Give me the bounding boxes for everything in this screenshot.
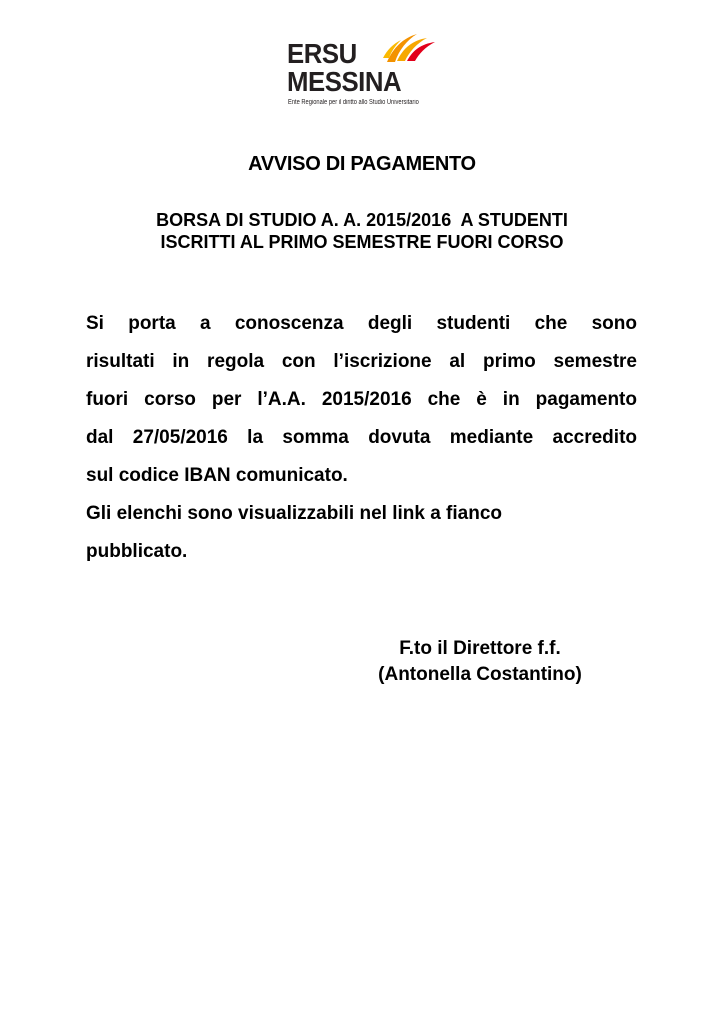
signature-name: (Antonella Costantino) bbox=[378, 664, 582, 685]
body-line: Gli elenchi sono visualizzabili nel link a fianco bbox=[86, 503, 502, 524]
body-line: fuori corso per l’A.A. 2015/2016 che è in pagamento bbox=[86, 389, 637, 410]
subtitle-line-2: ISCRITTI AL PRIMO SEMESTRE FUORI CORSO bbox=[160, 232, 564, 252]
subtitle-line-1: BORSA DI STUDIO A. A. 2015/2016 A STUDENTI bbox=[156, 210, 568, 230]
body-line: pubblicato. bbox=[86, 541, 188, 562]
ersu-messina-logo bbox=[287, 28, 447, 112]
logo-flame-icon bbox=[381, 28, 435, 68]
logo-text-messina: MESSINA bbox=[287, 66, 402, 97]
notice-body bbox=[86, 305, 637, 571]
notice-subtitle bbox=[0, 209, 724, 253]
logo-text-ersu: ERSU bbox=[287, 38, 357, 69]
logo-tagline: Ente Regionale per il diritto allo Studio Universitario bbox=[288, 99, 419, 106]
body-line: Si porta a conoscenza degli studenti che sono bbox=[86, 313, 637, 334]
body-line: sul codice IBAN comunicato. bbox=[86, 465, 348, 486]
notice-title: AVVISO DI PAGAMENTO bbox=[248, 153, 476, 175]
body-line: risultati in regola con l’iscrizione al primo semestre bbox=[86, 351, 637, 372]
signature-block bbox=[340, 636, 620, 688]
signature-role: F.to il Direttore f.f. bbox=[399, 638, 561, 659]
body-line: dal 27/05/2016 la somma dovuta mediante accredito bbox=[86, 427, 637, 448]
